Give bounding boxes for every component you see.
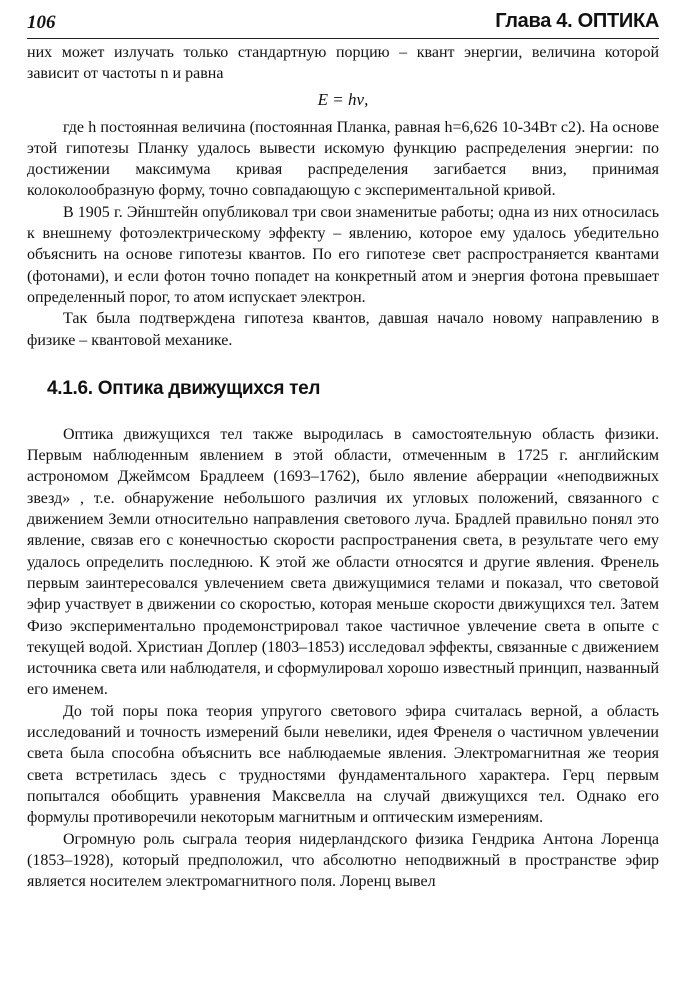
paragraph-planck: где h постоянная величина (постоянная Планка, равная h=6,626 10-34Вт с2). На основе этой гипотезы Планку удалось вывести искомую функцию распределения энергии: по достижении максимума кривая распределения загибается вниз, принимая колоколообразную форму, точно совпадающую с экспериментальной кривой. [27, 118, 659, 200]
running-header [27, 10, 659, 39]
chapter-title: Глава 4. ОПТИКА [495, 10, 659, 32]
paragraph-continued: них может излучать только стандартную порцию – квант энергии, величина которой зависит от частоты n и равна [27, 44, 659, 83]
paragraph-quantum-mechanics: Так была подтверждена гипотеза квантов, давшая начало новому направлению в физике – квантовой механике. [27, 310, 659, 349]
page-body [27, 42, 659, 892]
paragraph-fresnel-ether: До той поры пока теория упругого светового эфира считалась верной, а область исследований и точность измерений были невелики, идея Френеля о частичном увлечении света была способна объяснить все наблюдаемые явления. Электромагнитная же теория света встретилась здесь с трудностями фундаментального характера. Герц первым попытался обобщить уравнения Максвелла на случай движущихся тел. Однако его формулы противоречили некоторым магнитным и оптическим измерениям. [27, 702, 659, 827]
paragraph-lorentz: Огромную роль сыграла теория нидерландского физика Гендрика Антона Лоренца (1853–1928), который предположил, что абсолютно неподвижный в пространстве эфир является носителем электромагнитного поля. Лоренц вывел [27, 830, 659, 891]
section-heading: 4.1.6. Оптика движущихся тел [47, 377, 321, 399]
paragraph-einstein: В 1905 г. Эйнштейн опубликовал три свои знаменитые работы; одна из них относилась к внешнему фотоэлектрическому эффекту – явлению, которое ему удалось убедительно объяснить на основе гипотезы квантов. По его гипотезе свет распространяется квантами (фотонами), и если фотон точно попадет на конкретный атом и энергия фотона превышает определенный порог, то атом испускает электрон. [27, 203, 659, 306]
paragraph-moving-bodies: Оптика движущихся тел также выродилась в самостоятельную область физики. Первым наблюденным явлением в этой области, отмеченным в 1725 г. английским астрономом Джеймсом Брадлеем (1693–1762), было явление аберрации «неподвижных звезд» , т.е. обнаружение небольшого различия их угловых положений, связанного с движением Земли относительно направления светового луча. Брадлей правильно понял это явление, связав его с конечностью скорости распространения света, в результате чего ему удалось определить последнюю. К этой же области относятся и другие явления. Френель первым заинтересовался увлечением света движущимися телами и показал, что световой эфир участвует в движении со скоростью, которая меньше скорости движущихся тел. Затем Физо экспериментально продемонстрировал такое частичное увлечение света в опыте с текущей водой. Христиан Доплер (1803–1853) исследовал эффекты, связанные с движением источника света или наблюдателя, и сформулировал хорошо известный принцип, названный его именем. [27, 425, 659, 699]
formula-planck: E = hν, [317, 89, 369, 109]
page-number: 106 [27, 12, 56, 33]
